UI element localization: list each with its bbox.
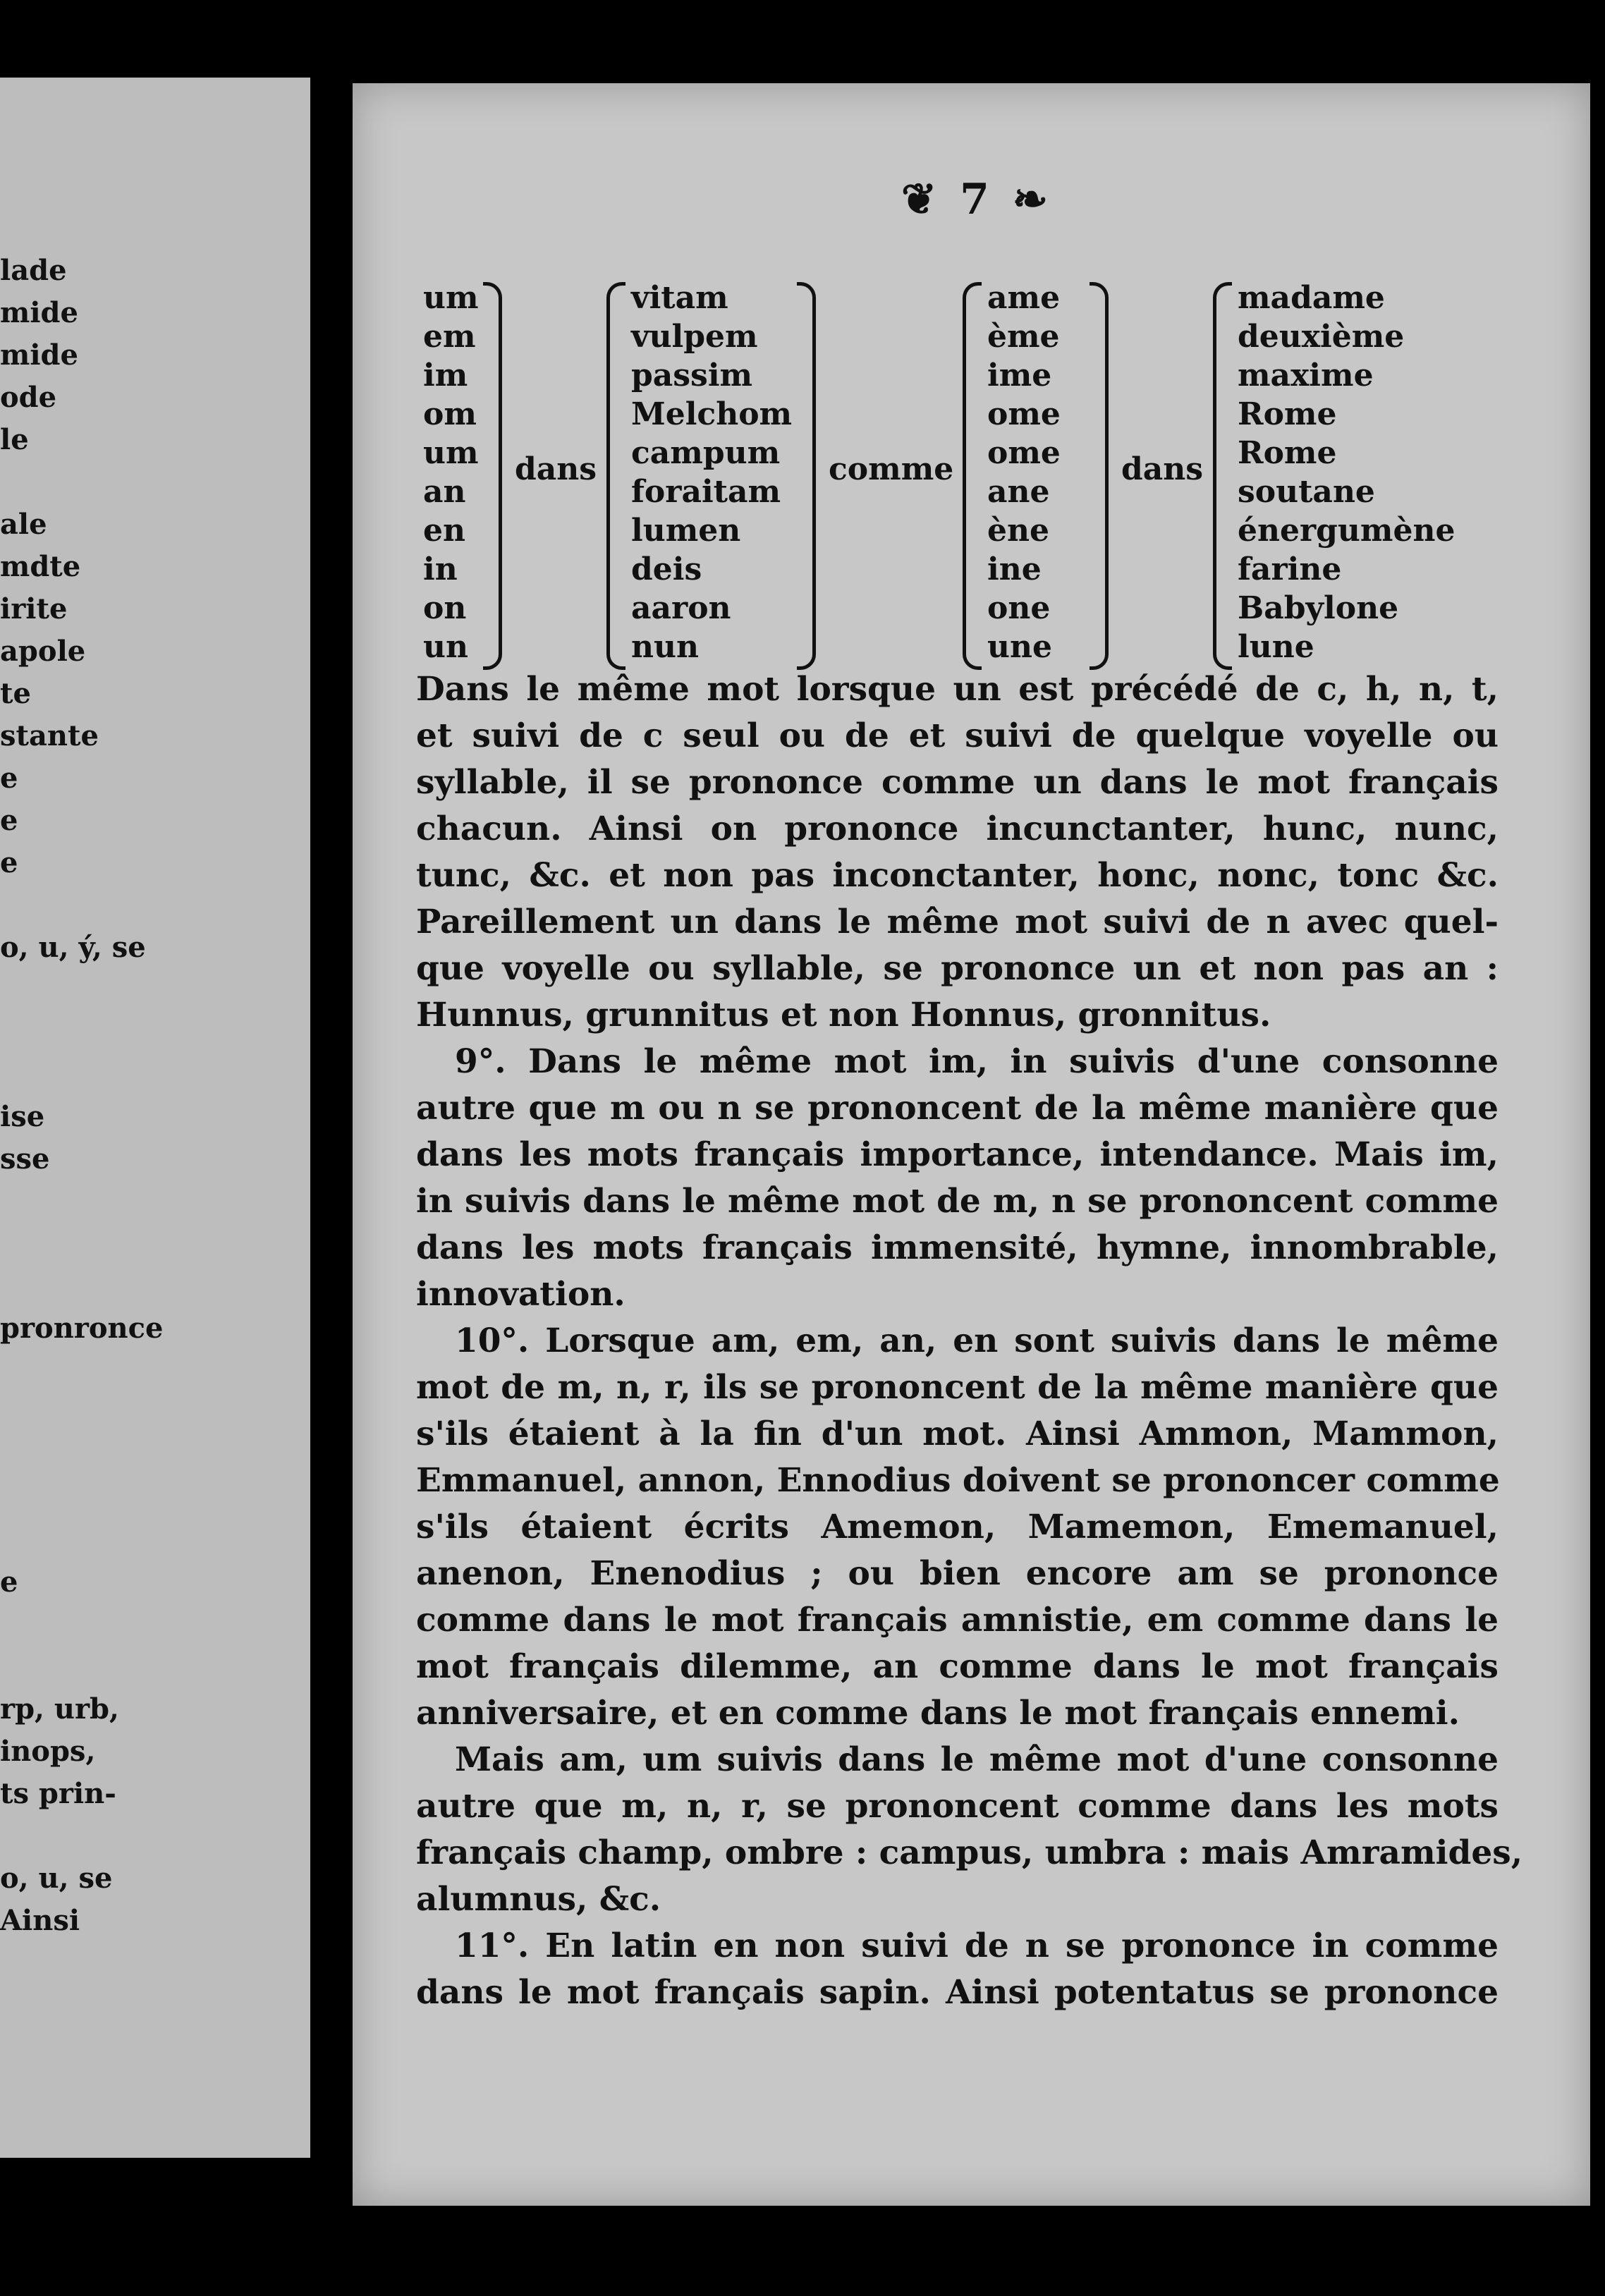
body-text — [416, 666, 1523, 2016]
table-cell: aaron — [631, 590, 731, 626]
table-cell: nun — [631, 629, 699, 665]
adjacent-page-fragment: e — [0, 804, 18, 837]
table-cell: Babylone — [1238, 590, 1399, 626]
table-cell: in — [423, 551, 458, 587]
table-cell: ine — [987, 551, 1042, 587]
table-cell: ime — [987, 358, 1052, 393]
adjacent-page-fragment: inops, — [0, 1735, 96, 1768]
table-cell: Rome — [1238, 396, 1337, 432]
adjacent-page-fragment: Ainsi — [0, 1904, 80, 1937]
text-line: que voyelle ou syllable, se prononce un et non pas an : — [416, 949, 1499, 988]
brace — [1090, 282, 1109, 670]
page-number-value: 7 — [960, 175, 994, 224]
page-number — [864, 175, 1090, 224]
table-column-col2 — [631, 279, 792, 666]
table-cell: ome — [987, 396, 1061, 432]
text-line: chacun. Ainsi on prononce incunctanter, hunc, nunc, — [416, 810, 1499, 848]
table-cell: énergumène — [1238, 513, 1456, 549]
text-line: s'ils étaient à la fin d'un mot. Ainsi Ammon, Mammon, — [416, 1415, 1499, 1453]
table-cell: ème — [987, 319, 1060, 355]
adjacent-page-fragment: stante — [0, 719, 99, 752]
adjacent-page-fragment: ode — [0, 381, 57, 414]
page-ornament-right: ❧ — [993, 175, 1053, 224]
text-line: Hunnus, grunnitus et non Honnus, gronnitus. — [416, 996, 1271, 1034]
text-line: autre que m, n, r, se prononcent comme dans les mots — [416, 1787, 1499, 1826]
adjacent-page-fragment: ts prin- — [0, 1777, 116, 1810]
text-line: mot français dilemme, an comme dans le mot français — [416, 1647, 1499, 1686]
table-cell: on — [423, 590, 467, 626]
adjacent-page-fragment: o, u, se — [0, 1862, 113, 1895]
table-cell: deuxième — [1238, 319, 1405, 355]
adjacent-page-fragment: e — [0, 762, 18, 795]
brace — [606, 282, 625, 670]
brace — [797, 282, 816, 670]
text-line: Mais am, um suivis dans le même mot d'une consonne — [455, 1740, 1499, 1779]
table-cell: farine — [1238, 551, 1342, 587]
text-line: et suivi de c seul ou de et suivi de quelque voyelle ou — [416, 716, 1499, 755]
table-column-col1 — [423, 279, 479, 666]
text-line: comme dans le mot français amnistie, em comme dans le — [416, 1601, 1499, 1639]
adjacent-page-fragment: apole — [0, 635, 86, 668]
table-cell: Rome — [1238, 435, 1337, 471]
text-line: innovation. — [416, 1275, 625, 1314]
text-line: 10°. Lorsque am, em, an, en sont suivis dans le même — [455, 1321, 1499, 1360]
text-line: 11°. En latin en non suivi de n se prononce in comme — [455, 1926, 1499, 1965]
table-cell: om — [423, 396, 477, 432]
adjacent-page-fragment: te — [0, 677, 31, 710]
table-cell: une — [987, 629, 1052, 665]
text-line: dans les mots français immensité, hymne, innombrable, — [416, 1228, 1499, 1267]
adjacent-page-fragment: mide — [0, 296, 78, 329]
table-column-col3 — [987, 279, 1061, 666]
table-cell: soutane — [1238, 474, 1375, 510]
table-cell: madame — [1238, 280, 1385, 316]
adjacent-page-fragment: sse — [0, 1142, 50, 1176]
text-line: Dans le même mot lorsque un est précédé de c, h, n, t, — [416, 670, 1499, 709]
adjacent-page-fragment: lade — [0, 254, 67, 287]
adjacent-page-fragment: rp, urb, — [0, 1692, 119, 1726]
adjacent-page-fragment: le — [0, 423, 29, 456]
table-cell: im — [423, 358, 468, 393]
page-ornament-left: ❦ — [901, 175, 960, 224]
table-cell: one — [987, 590, 1051, 626]
text-line: autre que m ou n se prononcent de la même manière que — [416, 1089, 1499, 1128]
text-line: anenon, Enenodius ; ou bien encore am se prononce — [416, 1554, 1499, 1593]
adjacent-page — [0, 78, 310, 2158]
text-line: 9°. Dans le même mot im, in suivis d'une consonne — [455, 1042, 1499, 1081]
adjacent-page-fragment: mdte — [0, 550, 81, 583]
table-joiner: comme — [829, 451, 954, 487]
text-line: alumnus, &c. — [416, 1880, 661, 1919]
table-cell: ène — [987, 513, 1049, 549]
table-cell: en — [423, 513, 465, 549]
table-cell: maxime — [1238, 358, 1374, 393]
adjacent-page-fragment: o, u, ý, se — [0, 931, 146, 964]
adjacent-page-fragment: e — [0, 846, 18, 879]
table-cell: passim — [631, 358, 753, 393]
text-line: Pareillement un dans le même mot suivi de n avec quel- — [416, 903, 1499, 941]
table-cell: deis — [631, 551, 702, 587]
adjacent-page-fragment: mide — [0, 338, 78, 372]
table-joiner: dans — [1121, 451, 1204, 487]
text-line: syllable, il se prononce comme un dans le mot français — [416, 763, 1499, 802]
text-line: in suivis dans le même mot de m, n se prononcent comme — [416, 1182, 1499, 1221]
brace — [1213, 282, 1232, 670]
text-line: français champ, ombre : campus, umbra : mais Amramides, — [416, 1833, 1523, 1872]
text-line: s'ils étaient écrits Amemon, Mamemon, Ememanuel, — [416, 1508, 1499, 1546]
table-cell: lumen — [631, 513, 741, 549]
text-line: mot de m, n, r, ils se prononcent de la même manière que — [416, 1368, 1499, 1407]
brace — [483, 282, 502, 670]
table-cell: lune — [1238, 629, 1314, 665]
table-cell: em — [423, 319, 476, 355]
text-line: Emmanuel, annon, Ennodius doivent se prononcer comme — [416, 1461, 1500, 1500]
text-line: anniversaire, et en comme dans le mot français ennemi. — [416, 1694, 1460, 1733]
table-cell: un — [423, 629, 468, 665]
table-cell: Melchom — [631, 396, 793, 432]
table-cell: vulpem — [631, 319, 758, 355]
table-cell: vitam — [631, 280, 728, 316]
table-column-col4 — [1238, 279, 1455, 666]
table-joiner: dans — [515, 451, 597, 487]
adjacent-page-fragment: ale — [0, 508, 47, 541]
text-line: tunc, &c. et non pas inconctanter, honc, nonc, tonc &c. — [416, 856, 1499, 895]
adjacent-page-fragment: e — [0, 1565, 18, 1599]
brace — [963, 282, 982, 670]
adjacent-page-fragment: irite — [0, 592, 68, 625]
table-cell: um — [423, 280, 479, 316]
table-cell: foraitam — [631, 474, 781, 510]
table-cell: campum — [631, 435, 781, 471]
text-line: dans le mot français sapin. Ainsi potentatus se prononce — [416, 1973, 1499, 2012]
table-cell: um — [423, 435, 479, 471]
table-cell: ame — [987, 280, 1061, 316]
adjacent-page-fragment: ise — [0, 1100, 45, 1133]
text-line: dans les mots français importance, intendance. Mais im, — [416, 1135, 1499, 1174]
table-cell: ane — [987, 474, 1050, 510]
adjacent-page-fragment: pronronce — [0, 1312, 164, 1345]
table-cell: an — [423, 474, 466, 510]
table-cell: ome — [987, 435, 1061, 471]
